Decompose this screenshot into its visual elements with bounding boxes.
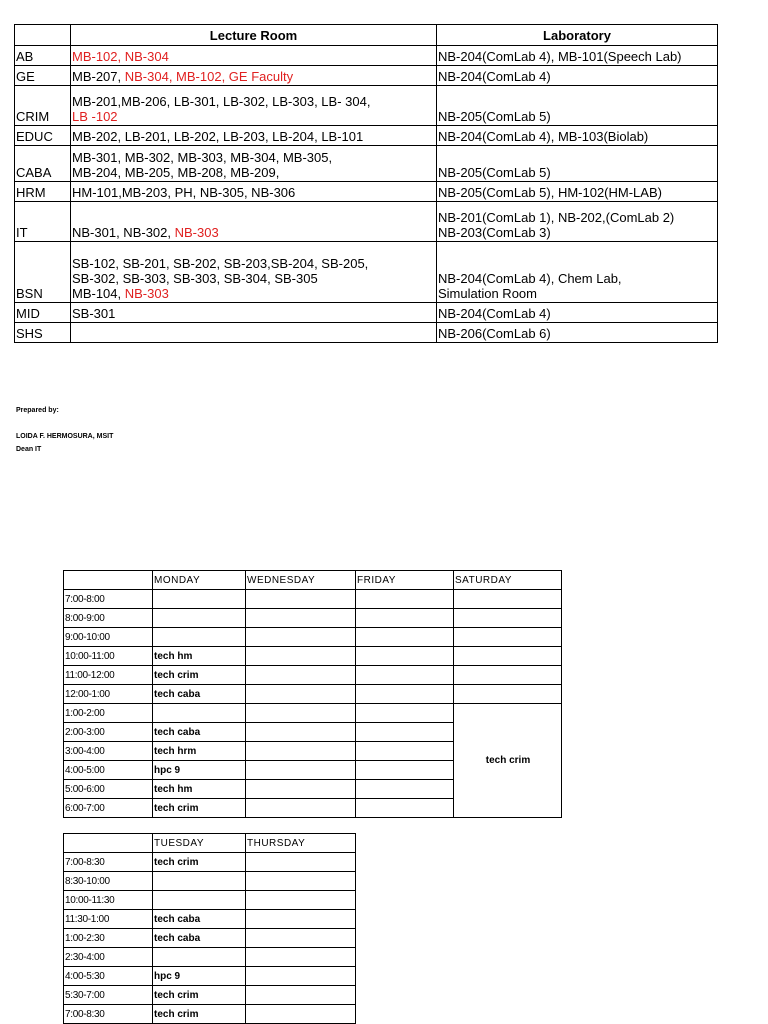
room-table-body [15, 46, 718, 343]
room-table-header [15, 25, 718, 46]
time-slot: 4:00-5:30 [64, 967, 153, 986]
wednesday-cell [246, 761, 356, 780]
schedule-row [64, 929, 356, 948]
laboratory-rooms: NB-204(ComLab 4), MB-101(Speech Lab) [437, 46, 718, 66]
header-saturday: SATURDAY [454, 571, 562, 590]
lecture-rooms [71, 46, 437, 66]
program-code: GE [15, 66, 71, 86]
laboratory-rooms: NB-201(ComLab 1), NB-202,(ComLab 2) NB-203(ComLab 3) [437, 202, 718, 242]
wednesday-cell [246, 628, 356, 647]
lecture-room-text: NB-301, NB-302, [72, 225, 175, 240]
time-slot: 7:00-8:00 [64, 590, 153, 609]
friday-cell [356, 761, 454, 780]
wednesday-cell [246, 742, 356, 761]
time-slot: 2:00-3:00 [64, 723, 153, 742]
tth-schedule-table [63, 833, 356, 1024]
monday-cell [153, 590, 246, 609]
room-row [15, 46, 718, 66]
room-row [15, 146, 718, 182]
time-slot: 1:00-2:30 [64, 929, 153, 948]
room-assignment-table [14, 24, 718, 343]
tuesday-cell: hpc 9 [153, 967, 246, 986]
room-row [15, 202, 718, 242]
wednesday-cell [246, 590, 356, 609]
laboratory-rooms: NB-205(ComLab 5) [437, 86, 718, 126]
lecture-room-text: SB-102, SB-201, SB-202, SB-203,SB-204, SB-205, SB-302, SB-303, SB-303, SB-304, SB-305 MB-104, [72, 256, 369, 301]
wednesday-cell [246, 647, 356, 666]
saturday-cell [454, 647, 562, 666]
room-row [15, 182, 718, 202]
schedule-row [64, 590, 562, 609]
laboratory-rooms: NB-206(ComLab 6) [437, 323, 718, 343]
wednesday-cell [246, 780, 356, 799]
thursday-cell [246, 986, 356, 1005]
saturday-block: tech crim [454, 704, 562, 818]
monday-cell: tech caba [153, 723, 246, 742]
lecture-room-highlight: NB-303 [124, 286, 169, 301]
friday-cell [356, 704, 454, 723]
saturday-cell [454, 609, 562, 628]
schedule-row [64, 986, 356, 1005]
lecture-room-text: MB-201,MB-206, LB-301, LB-302, LB-303, LB- 304, [72, 94, 371, 109]
schedule-row [64, 853, 356, 872]
wednesday-cell [246, 609, 356, 628]
thursday-cell [246, 929, 356, 948]
schedule-row [64, 666, 562, 685]
lecture-rooms [71, 323, 437, 343]
friday-cell [356, 723, 454, 742]
lecture-room-highlight: NB-303 [174, 225, 219, 240]
monday-cell [153, 704, 246, 723]
tuesday-cell [153, 872, 246, 891]
monday-cell: tech caba [153, 685, 246, 704]
monday-cell [153, 609, 246, 628]
header-laboratory: Laboratory [437, 25, 718, 46]
saturday-cell [454, 666, 562, 685]
room-row [15, 66, 718, 86]
wednesday-cell [246, 723, 356, 742]
laboratory-rooms: NB-205(ComLab 5), HM-102(HM-LAB) [437, 182, 718, 202]
saturday-cell [454, 590, 562, 609]
schedule-row [64, 609, 562, 628]
monday-cell: hpc 9 [153, 761, 246, 780]
time-slot: 4:00-5:00 [64, 761, 153, 780]
lecture-rooms [71, 126, 437, 146]
lecture-room-text: MB-301, MB-302, MB-303, MB-304, MB-305, MB-204, MB-205, MB-208, MB-209, [72, 150, 333, 180]
program-code: CABA [15, 146, 71, 182]
time-slot: 8:30-10:00 [64, 872, 153, 891]
friday-cell [356, 628, 454, 647]
program-code: MID [15, 303, 71, 323]
friday-cell [356, 647, 454, 666]
time-slot: 3:00-4:00 [64, 742, 153, 761]
header-monday: MONDAY [153, 571, 246, 590]
lecture-room-text: HM-101,MB-203, PH, NB-305, NB-306 [72, 185, 296, 200]
time-slot: 8:00-9:00 [64, 609, 153, 628]
tth-header-blank [64, 834, 153, 853]
time-slot: 5:30-7:00 [64, 986, 153, 1005]
lecture-rooms [71, 303, 437, 323]
mwf-header-blank [64, 571, 153, 590]
header-lecture-room: Lecture Room [71, 25, 437, 46]
tuesday-cell: tech caba [153, 929, 246, 948]
friday-cell [356, 666, 454, 685]
thursday-cell [246, 948, 356, 967]
thursday-cell [246, 891, 356, 910]
program-code: EDUC [15, 126, 71, 146]
time-slot: 2:30-4:00 [64, 948, 153, 967]
tuesday-cell: tech caba [153, 910, 246, 929]
time-slot: 10:00-11:00 [64, 647, 153, 666]
schedule-row [64, 967, 356, 986]
lecture-room-highlight: MB-102, NB-304 [72, 49, 169, 64]
friday-cell [356, 609, 454, 628]
monday-cell: tech crim [153, 666, 246, 685]
tth-schedule-body [64, 853, 356, 1024]
monday-cell: tech hm [153, 780, 246, 799]
monday-cell [153, 628, 246, 647]
schedule-row [64, 948, 356, 967]
friday-cell [356, 799, 454, 818]
tuesday-cell [153, 948, 246, 967]
time-slot: 1:00-2:00 [64, 704, 153, 723]
thursday-cell [246, 853, 356, 872]
laboratory-rooms: NB-204(ComLab 4), MB-103(Biolab) [437, 126, 718, 146]
time-slot: 10:00-11:30 [64, 891, 153, 910]
preparer-name: LOIDA F. HERMOSURA, MSIT [16, 433, 114, 440]
lecture-room-highlight: NB-304, MB-102, GE Faculty [124, 69, 294, 84]
lecture-rooms [71, 242, 437, 303]
schedule-row [64, 647, 562, 666]
laboratory-rooms: NB-204(ComLab 4) [437, 66, 718, 86]
room-row [15, 86, 718, 126]
lecture-rooms [71, 146, 437, 182]
lecture-rooms [71, 86, 437, 126]
lecture-rooms [71, 202, 437, 242]
tuesday-cell: tech crim [153, 1005, 246, 1024]
wednesday-cell [246, 685, 356, 704]
schedule-row [64, 685, 562, 704]
tuesday-cell: tech crim [153, 986, 246, 1005]
friday-cell [356, 590, 454, 609]
lecture-room-text: MB-207, [72, 69, 125, 84]
schedule-row [64, 910, 356, 929]
room-row [15, 323, 718, 343]
wednesday-cell [246, 799, 356, 818]
schedule-row [64, 1005, 356, 1024]
program-code: IT [15, 202, 71, 242]
program-code: BSN [15, 242, 71, 303]
friday-cell [356, 685, 454, 704]
friday-cell [356, 742, 454, 761]
time-slot: 11:30-1:00 [64, 910, 153, 929]
lecture-room-highlight: LB -102 [72, 109, 118, 124]
preparer-title: Dean IT [16, 446, 42, 453]
time-slot: 9:00-10:00 [64, 628, 153, 647]
header-friday: FRIDAY [356, 571, 454, 590]
prepared-by-label: Prepared by: [16, 407, 59, 414]
wednesday-cell [246, 704, 356, 723]
time-slot: 12:00-1:00 [64, 685, 153, 704]
saturday-cell [454, 685, 562, 704]
mwf-schedule-table [63, 570, 562, 818]
thursday-cell [246, 967, 356, 986]
room-row [15, 303, 718, 323]
time-slot: 7:00-8:30 [64, 1005, 153, 1024]
monday-cell: tech hrm [153, 742, 246, 761]
header-wednesday: WEDNESDAY [246, 571, 356, 590]
monday-cell: tech crim [153, 799, 246, 818]
schedule-row [64, 872, 356, 891]
room-row [15, 242, 718, 303]
tuesday-cell: tech crim [153, 853, 246, 872]
room-row [15, 126, 718, 146]
thursday-cell [246, 910, 356, 929]
header-tuesday: TUESDAY [153, 834, 246, 853]
time-slot: 7:00-8:30 [64, 853, 153, 872]
lecture-room-text: MB-202, LB-201, LB-202, LB-203, LB-204, LB-101 [72, 129, 364, 144]
thursday-cell [246, 872, 356, 891]
header-blank [15, 25, 71, 46]
time-slot: 6:00-7:00 [64, 799, 153, 818]
program-code: AB [15, 46, 71, 66]
wednesday-cell [246, 666, 356, 685]
program-code: HRM [15, 182, 71, 202]
time-slot: 11:00-12:00 [64, 666, 153, 685]
thursday-cell [246, 1005, 356, 1024]
program-code: CRIM [15, 86, 71, 126]
program-code: SHS [15, 323, 71, 343]
time-slot: 5:00-6:00 [64, 780, 153, 799]
mwf-schedule-body [64, 590, 562, 818]
laboratory-rooms: NB-205(ComLab 5) [437, 146, 718, 182]
lecture-room-text: SB-301 [72, 306, 116, 321]
schedule-row [64, 704, 562, 723]
friday-cell [356, 780, 454, 799]
schedule-row [64, 891, 356, 910]
tuesday-cell [153, 891, 246, 910]
lecture-rooms [71, 66, 437, 86]
monday-cell: tech hm [153, 647, 246, 666]
lecture-rooms [71, 182, 437, 202]
laboratory-rooms: NB-204(ComLab 4), Chem Lab, Simulation Room [437, 242, 718, 303]
laboratory-rooms: NB-204(ComLab 4) [437, 303, 718, 323]
header-thursday: THURSDAY [246, 834, 356, 853]
saturday-cell [454, 628, 562, 647]
schedule-row [64, 628, 562, 647]
